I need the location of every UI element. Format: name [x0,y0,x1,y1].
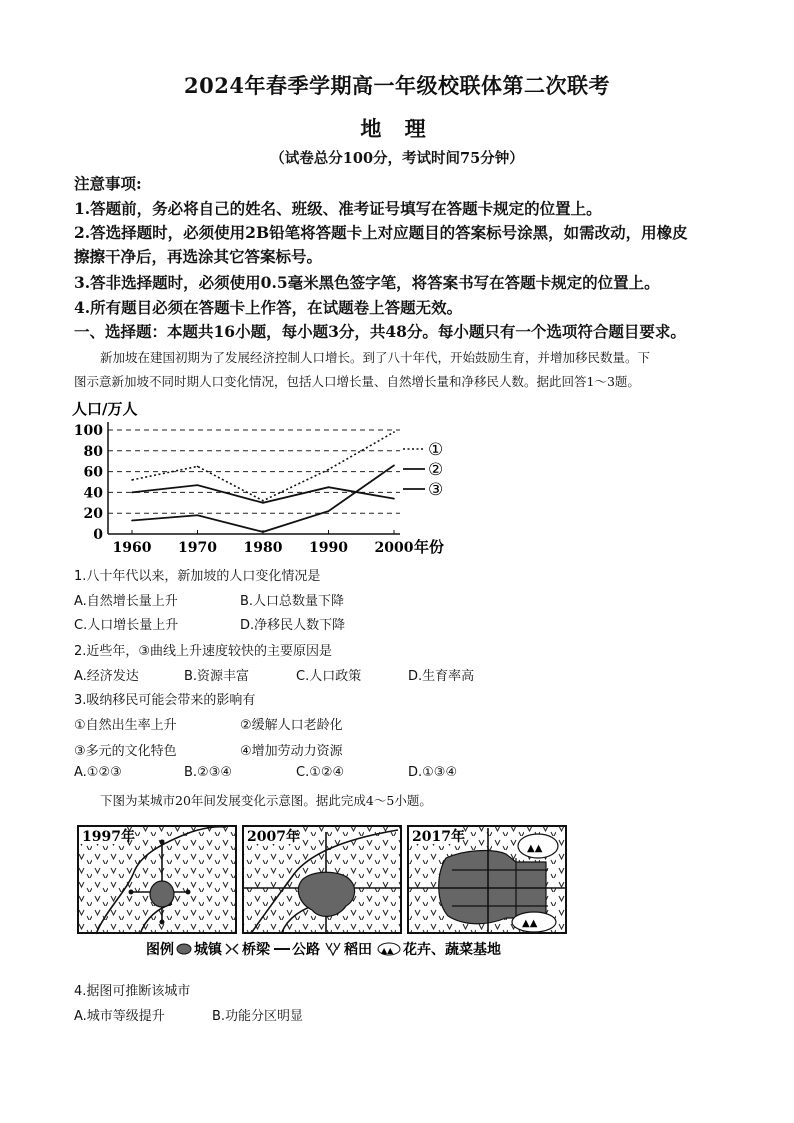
q3-item-4: ④增加劳动力资源 [240,744,343,759]
map-panel-1997 [78,826,236,934]
q1-option-a: A.自然增长量上升 [74,594,178,609]
y-tick-label: 100 [73,423,103,439]
series-3-point [262,531,264,533]
city-development-maps [76,822,570,962]
intro-line: 新加坡在建国初期为了发展经济控制人口增长。到了八十年代，开始鼓励生育，并增加移民数量。下 [100,350,651,365]
question-3-stem: 3.吸纳移民可能会带来的影响有 [74,693,256,708]
map-panel-2017 [408,826,566,933]
year-label: 2007年 [247,829,300,845]
q3-item-1: ①自然出生率上升 [74,718,177,733]
legend-town: 城镇 [194,942,222,958]
legend-garden-symbol: ▲▲ [381,946,394,955]
series-1-point [393,431,395,433]
town [150,881,174,907]
legend-garden: 花卉、蔬菜基地 [403,942,501,958]
notice-line: 4.所有题目必须在答题卡上作答，在试题卷上答题无效。 [74,298,463,317]
series-3-point [328,510,330,512]
legend-label-2: ② [428,460,444,480]
legend-road: 公路 [292,942,320,958]
y-axis-label: 人口/万人 [72,400,138,418]
y-tick-label: 80 [83,443,103,460]
series-2-point [197,484,199,486]
x-tick-label: 1970 [178,540,217,555]
notice-heading: 注意事项: [74,174,142,193]
intro-line: 图示意新加坡不同时期人口变化情况，包括人口增长量、自然增长量和净移民人数。据此回答1～3题。 [74,374,640,389]
q1-option-d: D.净移民人数下降 [240,618,346,633]
legend-label-1: ① [428,440,444,460]
exam-title: 2024年春季学期高一年级校联体第二次联考 [184,73,610,98]
question-1-stem: 1.八十年代以来，新加坡的人口变化情况是 [74,569,321,584]
q3-option-c: C.①②④ [296,765,345,780]
map-panel-2007 [243,826,401,933]
x-tick-label: 2000 [374,540,414,555]
road-node [160,840,165,845]
map-legend [146,941,501,958]
q3-option-b: B.②③④ [184,765,233,780]
x-tick-label: 1980 [243,540,283,555]
x-tick-label: 1990 [309,540,348,555]
q2-option-b: B.资源丰富 [184,669,250,684]
series-3-point [393,465,395,467]
q4-option-a: A.城市等级提升 [74,1009,165,1024]
series-3-point [131,520,133,522]
legend-title: 图例 [146,942,174,958]
q1-option-c: C.人口增长量上升 [74,618,179,633]
legend-bridge: 桥梁 [242,942,270,958]
legend-label-3: ③ [428,480,444,500]
series-line-3 [132,465,394,532]
series-1-point [197,466,199,468]
legend-town-swatch [177,944,191,954]
q3-option-d: D.①③④ [408,765,458,780]
road-node [160,920,165,925]
series-2-point [131,492,133,494]
y-tick-label: 40 [83,485,103,502]
road-node [186,890,191,895]
y-tick-label: 20 [83,506,103,523]
notice-line: 1.答题前，务必将自己的姓名、班级、准考证号填写在答题卡规定的位置上。 [74,199,602,218]
q2-option-a: A.经济发达 [74,669,139,684]
road-node [129,890,134,895]
year-label: 2017年 [412,829,465,845]
q3-item-2: ②缓解人口老龄化 [240,718,343,733]
q3-option-a: A.①②③ [74,765,122,780]
series-1-point [262,500,264,502]
series-3-point [197,514,199,516]
series-2-point [393,498,395,500]
q4-option-b: B.功能分区明显 [212,1009,304,1024]
series-2-point [328,486,330,488]
y-tick-label: 0 [93,527,103,543]
notice-line: 擦擦干净后，再选涂其它答案标号。 [74,247,323,266]
y-tick-label: 60 [83,464,103,481]
population-chart [70,397,490,555]
notice-line: 3.答非选择题时，必须使用0.5毫米黑色签字笔，将答案书写在答题卡规定的位置上。 [74,273,660,292]
flower-vegetable-symbol: ▲▲ [522,918,538,929]
intro-2: 下图为某城市20年间发展变化示意图。据此完成4～5小题。 [100,793,432,808]
q1-option-b: B.人口总数量下降 [240,594,345,609]
q2-option-d: D.生育率高 [408,669,475,684]
series-line-1 [132,432,394,501]
legend-rice-symbol [326,943,340,955]
question-4-stem: 4.据图可推断该城市 [74,984,191,999]
q3-item-3: ③多元的文化特色 [74,744,177,759]
exam-meta: （试卷总分100分，考试时间75分钟） [270,150,524,167]
legend-rice: 稻田 [344,942,372,958]
subject-title: 地 理 [360,116,434,141]
question-2-stem: 2.近些年，③曲线上升速度较快的主要原因是 [74,644,333,659]
notice-line: 2.答选择题时，必须使用2B铅笔将答题卡上对应题目的答案标号涂黑，如需改动，用橡皮 [74,223,688,242]
x-axis-label: 年份 [414,538,445,555]
section-heading: 一、选择题：本题共16小题，每小题3分，共48分。每小题只有一个选项符合题目要求。 [74,322,686,341]
series-1-point [131,479,133,481]
legend-bridge-symbol [226,944,238,954]
series-1-point [328,469,330,471]
q2-option-c: C.人口政策 [296,669,362,684]
series-2-point [262,502,264,504]
year-label: 1997年 [82,829,135,845]
x-tick-label: 1960 [112,540,152,555]
flower-vegetable-symbol: ▲▲ [527,843,543,854]
